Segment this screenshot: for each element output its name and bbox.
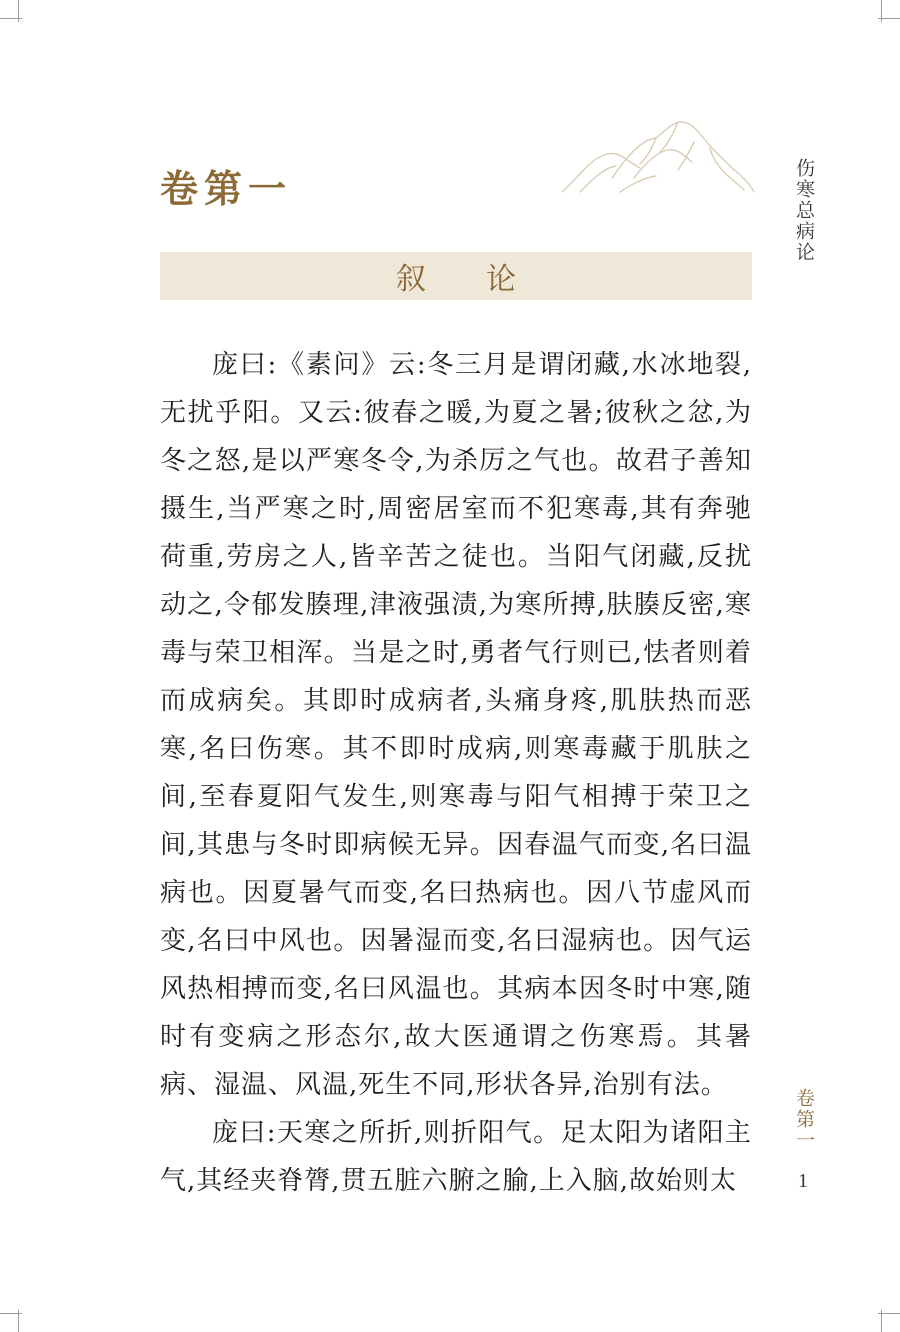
running-head-book-title: 伤寒总病论 <box>793 158 815 263</box>
running-head-chapter: 卷第一 <box>793 1088 815 1151</box>
crop-mark-bottom-right-h <box>878 1313 900 1314</box>
paragraph: 庞曰:天寒之所折,则折阳气。足太阳为诸阳主气,其经夹脊膂,贯五脏六腑之腧,上入脑,故始则太 <box>160 1118 752 1196</box>
mountains-ornament-icon <box>560 118 756 198</box>
paragraph: 庞曰:《素问》云:冬三月是谓闭藏,水冰地裂,无扰乎阳。又云:彼春之暖,为夏之暑;彼秋之忿,为冬之怒,是以严寒冬令,为杀厉之气也。故君子善知摄生,当严寒之时,周密居室而不犯寒毒,其有奔驰荷重,劳房之人,皆辛苦之徒也。当阳气闭藏,反扰动之,令郁发腠理,津液强渍,为寒所搏,肤腠反密,寒毒与荣卫相浑。当是之时,勇者气行则已,怯者则着而成病矣。其即时成病者,头痛身疼,肌肤热而恶寒,名曰伤寒。其不即时成病,则寒毒藏于肌肤之间,至春夏阳气发生,则寒毒与阳气相搏于荣卫之间,其患与冬时即病候无异。因春温气而变,名曰温病也。因夏暑气而变,名曰热病也。因八节虚风而变,名曰中风也。因暑湿而变,名曰湿病也。因气运风热相搏而变,名曰风温也。其病本因冬时中寒,随时有变病之形态尔,故大医通谓之伤寒焉。其暑病、湿温、风温,死生不同,形状各异,治别有法。 <box>160 350 752 1100</box>
crop-mark-top-left-h <box>0 18 22 19</box>
crop-mark-bottom-left-h <box>0 1313 22 1314</box>
crop-mark-top-right-h <box>878 18 900 19</box>
section-title: 叙论 <box>396 262 576 297</box>
section-banner <box>160 252 752 300</box>
body-text <box>160 341 752 1205</box>
chapter-title: 卷第一 <box>160 166 293 211</box>
page-number: 1 <box>798 1170 808 1192</box>
